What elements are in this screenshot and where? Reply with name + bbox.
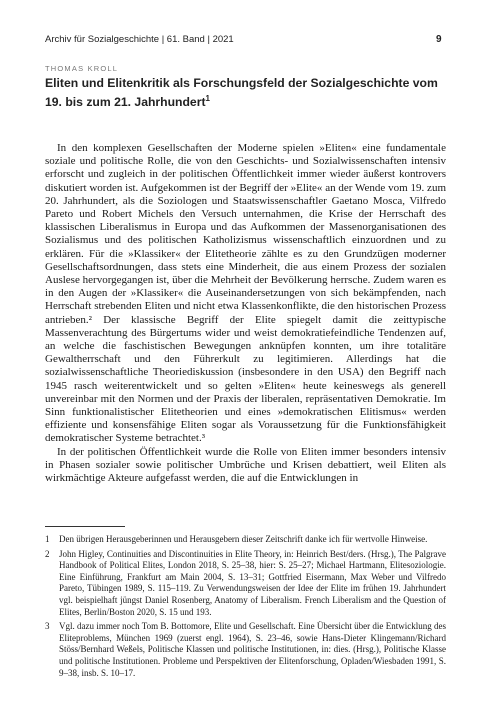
article-author: THOMAS KROLL xyxy=(45,64,119,73)
footnote-text: John Higley, Continuities and Discontinuities in Elite Theory, in: Heinrich Best/ders. (Hrsg.), The Palgrave Handbook of Political Elites, London 2018, S. 25–38, hier: S. 25–27; Michael Hartmann, Elitesoziologie. Eine Einführung, Frankfurt am Main 2004, S. 13–31; Gottfried Eisermann, Max Weber und Vilfredo Pareto, Tübingen 1989, S. 115–119. Zu Verwendungsweisen der Idee der Elite im frühen 19. Jahrhundert vgl. beispielhaft jüngst Daniel Rosenberg, Anatomy of Liberalism. French Liberalism and the Question of Elites, Berlin/Boston 2020, S. 15 und 193. xyxy=(59,548,446,617)
footnote xyxy=(45,549,446,619)
footnote-number: 2 xyxy=(45,548,50,559)
article-title-text: Eliten und Elitenkritik als Forschungsfeld der Sozialgeschichte vom 19. bis zum 21. Jahrhundert xyxy=(45,76,438,110)
footnote-number: 3 xyxy=(45,621,50,632)
article-title xyxy=(45,75,450,110)
footnote-text: Vgl. dazu immer noch Tom B. Bottomore, Elite und Gesellschaft. Eine Übersicht über die Entwicklung des Eliteproblems, München 1969 (zuerst engl. 1964), S. 23–46, sowie Hans-Dieter Klingemann/Richard Stöss/Bernhard Weßels, Politische Klassen und politische Institutionen, in: dies. (Hrsg.), Politische Klasse und politische Institutionen. Probleme und Perspektiven der Elitenforschung, Opladen/Wiesbaden 1991, S. 9–38, insb. S. 10–17. xyxy=(59,621,446,678)
footnote-number: 1 xyxy=(45,534,50,544)
title-footnote-ref: 1 xyxy=(205,94,210,103)
paragraph-1: In den komplexen Gesellschaften der Moderne spielen »Eliten« eine fundamentale soziale und politische Rolle, die von den Geschichts- und Sozialwissenschaften intensiv erforscht und zugleich in der politischen Öffentlichkeit immer wieder äußerst kontrovers diskutiert worden ist. Aufgekommen ist der Begriff der »Elite« an der Wende vom 19. zum 20. Jahrhundert, als die Soziologen und Staatswissenschaftler Gaetano Mosca, Vilfredo Pareto und Robert Michels den Versuch unternahmen, die Krise der Herrschaft des klassischen Liberalismus in Europa und das Aufkommen der Massenorganisationen des Sozialismus und des politischen Katholizismus wissenschaftlich einzuordnen und zu erklären. Für die »Klassiker« der Elitetheorie zählte es zu den Grundzügen moderner Gesellschaftsordnungen, dass stets eine Minderheit, die aus einem Prozess der sozialen Auslese hervorgegangen ist, über die Mehrheit der Bevölkerung herrsche. Zudem waren es in den Augen der »Klassiker« die Auseinandersetzungen von sich bekämpfenden, nach Herrschaft strebenden Eliten und nicht etwa Klassenkonflikte, die den historischen Prozess antrieben.² Der klassische Begriff der Elite spiegelt damit die zeittypische Massenverachtung des Bürgertums wider und weist demokratiefeindliche Tendenzen auf, an welche die faschistischen Bewegungen anknüpfen konnten, um ihre totalitäre Gewaltherrschaft und den Führerkult zu legitimieren. Allerdings hat die sozialwissenschaftliche Theoriediskussion (insbesondere in den USA) den Begriff nach 1945 rasch weiterentwickelt und so gelten »Eliten« heute keineswegs als generell unvereinbar mit den Normen und der Praxis der liberalen, repräsentativen Demokratie. Im Sinn funktionalistischer Elitetheorien und eines »demokratischen Elitismus« werden effiziente und konsensfähige Eliten sogar als Voraussetzung für die Funktionsfähigkeit demokratischer Systeme betrachtet.³ xyxy=(45,142,446,445)
footnote-divider xyxy=(45,526,125,527)
page-number: 9 xyxy=(436,34,442,45)
body-text xyxy=(45,142,446,485)
paragraph-2: In der politischen Öffentlichkeit wurde die Rolle von Eliten immer besonders intensiv in Phasen sozialer sowie politischer Umbrüche und Krisen debattiert, weil Eliten als wirkmächtige Akteure aufgefasst werden, die auf die Entwicklungen in xyxy=(45,445,446,485)
footnote xyxy=(45,621,446,679)
footnote xyxy=(45,534,446,546)
footnote-text: Den übrigen Herausgeberinnen und Herausgebern dieser Zeitschrift danke ich für wertvolle Hinweise. xyxy=(59,534,428,544)
running-head: Archiv für Sozialgeschichte | 61. Band | 2021 xyxy=(45,34,234,45)
footnotes xyxy=(45,534,446,682)
